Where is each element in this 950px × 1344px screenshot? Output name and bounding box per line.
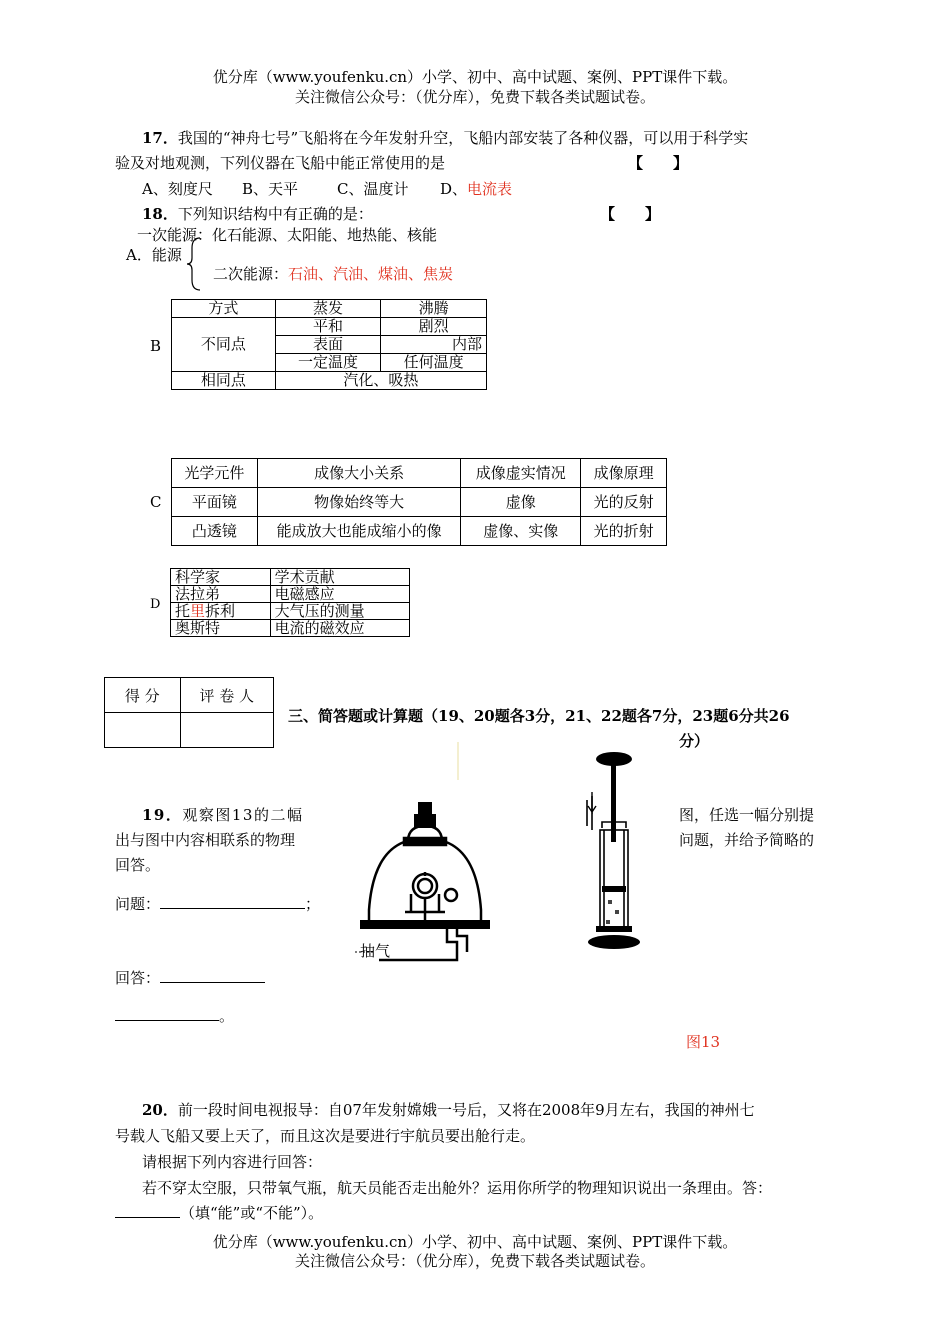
table-row [105, 713, 274, 748]
table-cell: 剧烈 [381, 318, 487, 336]
table-cell: 一定温度 [275, 354, 381, 372]
figure-bell-jar [355, 800, 495, 962]
q18-a-secondary-label: 二次能源： [213, 265, 289, 283]
table-cell: 光的反射 [581, 488, 667, 517]
table-cell: 学术贡献 [270, 569, 409, 586]
table-row [172, 300, 487, 318]
table-row [171, 569, 410, 586]
table-row [172, 517, 667, 546]
q18-c-header-cell: 成像原理 [581, 459, 667, 488]
q18-c-table [171, 458, 667, 546]
q20-answer-row [115, 1202, 323, 1223]
q19-answer-label: 回答： [115, 969, 161, 987]
q18-number: 18． [142, 205, 178, 223]
q18-a-primary: 一次能源：化石能源、太阳能、地热能、核能 [137, 226, 438, 244]
q18-text: 下列知识结构中有正确的是： [177, 205, 373, 223]
q19-right-2: 问题，并给予简略的 [679, 831, 815, 849]
section3-title-2: 分） [679, 732, 710, 750]
score-box [104, 677, 274, 748]
q17-option-b: B、天平 [242, 180, 299, 198]
q20-text-5: （填“能”或“不能”）。 [180, 1204, 324, 1222]
q17-option-c: C、温度计 [337, 180, 409, 198]
q18-b-label: B [150, 337, 162, 355]
q18-b-diff-label: 不同点 [172, 318, 276, 372]
q18-c-header-cell: 成像虚实情况 [461, 459, 581, 488]
table-cell: 大气压的测量 [270, 603, 409, 620]
q17-text-2: 验及对地观测，下列仪器在飞船中能正常使用的是 [115, 154, 446, 172]
q18-a-brace [186, 236, 206, 292]
q20-text-3: 请根据下列内容进行回答： [142, 1153, 323, 1171]
q19-answer-blank-2[interactable] [115, 1006, 219, 1021]
table-cell: 物像始终等大 [257, 488, 461, 517]
q17-number: 17． [142, 129, 178, 147]
header-line-1: 优分库（www.youfenku.cn）小学、初中、高中试题、案例、PPT课件下载。 [212, 68, 738, 86]
q19-answer-blank[interactable] [160, 968, 265, 983]
q17-answer-bracket: 【 】 [628, 154, 689, 172]
q18-d-name-part: 拆利 [205, 602, 236, 620]
q18-b-same-label: 相同点 [172, 372, 276, 390]
q18-answer-bracket: 【 】 [600, 205, 661, 223]
table-row [171, 586, 410, 603]
q17-option-a: A、刻度尺 [142, 180, 213, 198]
q19-question-label: 问题： [115, 895, 161, 913]
table-row [105, 678, 274, 713]
q19-right-1: 图，任选一幅分别提 [679, 806, 815, 824]
q19-left-2: 出与图中内容相联系的物理 [115, 831, 296, 849]
footer-line-1: 优分库（www.youfenku.cn）小学、初中、高中试题、案例、PPT课件下载。 [212, 1233, 738, 1251]
figure-piston [582, 750, 652, 952]
section3-title: 三、简答题或计算题（19、20题各3分，21、22题各7分，23题6分共26 [288, 707, 790, 725]
q18-line [142, 203, 373, 224]
table-cell: 光的折射 [581, 517, 667, 546]
q19-question-end: ； [305, 895, 321, 913]
q20-line-1 [142, 1099, 755, 1120]
table-cell: 奥斯特 [171, 620, 271, 637]
table-row [172, 488, 667, 517]
q18-d-name-part-red: 里 [190, 602, 206, 620]
table-cell: 凸透镜 [172, 517, 258, 546]
q18-b-same-value: 汽化、吸热 [275, 372, 486, 390]
q19-question-row [115, 893, 320, 914]
table-cell: 法拉弟 [171, 586, 271, 603]
q18-a-secondary-value: 石油、汽油、煤油、焦炭 [288, 265, 454, 283]
q19-answer-row-2 [115, 1005, 234, 1026]
table-cell: 表面 [275, 336, 381, 354]
q18-a-label: A．能源 [126, 246, 182, 264]
q18-b-header-cell: 方式 [172, 300, 276, 318]
q20-answer-blank[interactable] [115, 1203, 180, 1218]
q20-text-4: 若不穿太空服，只带氧气瓶，航天员能否走出舱外？运用你所学的物理知识说出一条理由。答： [142, 1179, 773, 1197]
figure-pump-label: 抽气 [360, 942, 391, 960]
table-row [171, 603, 410, 620]
q18-b-header-cell: 蒸发 [275, 300, 381, 318]
q18-b-header-cell: 沸腾 [381, 300, 487, 318]
q18-c-header-cell: 光学元件 [172, 459, 258, 488]
q17-option-d-text: 电流表 [467, 180, 513, 198]
table-cell: 平和 [275, 318, 381, 336]
q18-d-table [170, 568, 410, 637]
table-cell: 虚像、实像 [461, 517, 581, 546]
score-label: 得 分 [105, 678, 181, 713]
q19-left-3: 回答。 [115, 856, 161, 874]
q18-d-name-part: 托 [175, 602, 191, 620]
q19-answer-row [115, 967, 265, 988]
q19-left-1 [142, 804, 303, 825]
table-cell: 电磁感应 [270, 586, 409, 603]
table-cell: 平面镜 [172, 488, 258, 517]
q18-b-table [171, 299, 487, 390]
table-cell: 虚像 [461, 488, 581, 517]
figure-caption: 图13 [686, 1033, 721, 1051]
table-row [171, 620, 410, 637]
table-cell: 电流的磁效应 [270, 620, 409, 637]
footer-line-2: 关注微信公众号：（优分库），免费下载各类试题试卷。 [294, 1252, 655, 1270]
table-cell [171, 603, 271, 620]
q20-text-1: 前一段时间电视报导：自07年发射嫦娥一号后，又将在2008年9月左右，我国的神州七 [177, 1101, 755, 1119]
q18-c-label: C [150, 493, 162, 511]
q19-question-blank[interactable] [160, 894, 305, 909]
q19-answer-end: 。 [219, 1007, 235, 1025]
header-line-2: 关注微信公众号：（优分库），免费下载各类试题试卷。 [294, 88, 655, 106]
q17-option-d [440, 178, 512, 199]
table-cell: 能成放大也能成缩小的像 [257, 517, 461, 546]
q17-option-d-label: D、 [440, 180, 468, 198]
q17-text-1: 我国的“神舟七号”飞船将在今年发射升空，飞船内部安装了各种仪器，可以用于科学实 [177, 129, 749, 147]
q20-text-2: 号载人飞船又要上天了，而且这次是要进行宇航员要出舱行走。 [115, 1127, 536, 1145]
q17-line-1 [142, 127, 748, 148]
q19-number: 19． [142, 806, 183, 824]
q18-d-label: D [150, 597, 161, 612]
table-row [172, 318, 487, 336]
table-row [172, 372, 487, 390]
score-cell[interactable] [105, 713, 181, 748]
table-cell: 科学家 [171, 569, 271, 586]
grader-cell[interactable] [180, 713, 273, 748]
figure-divider-mark [457, 742, 459, 780]
table-cell: 内部 [381, 336, 487, 354]
grader-label: 评 卷 人 [180, 678, 273, 713]
q18-a-secondary [213, 263, 453, 284]
q20-number: 20． [142, 1101, 178, 1119]
q19-left-1-text: 观察图13的二幅 [182, 806, 304, 824]
table-row [172, 459, 667, 488]
table-cell: 任何温度 [381, 354, 487, 372]
q18-c-header-cell: 成像大小关系 [257, 459, 461, 488]
